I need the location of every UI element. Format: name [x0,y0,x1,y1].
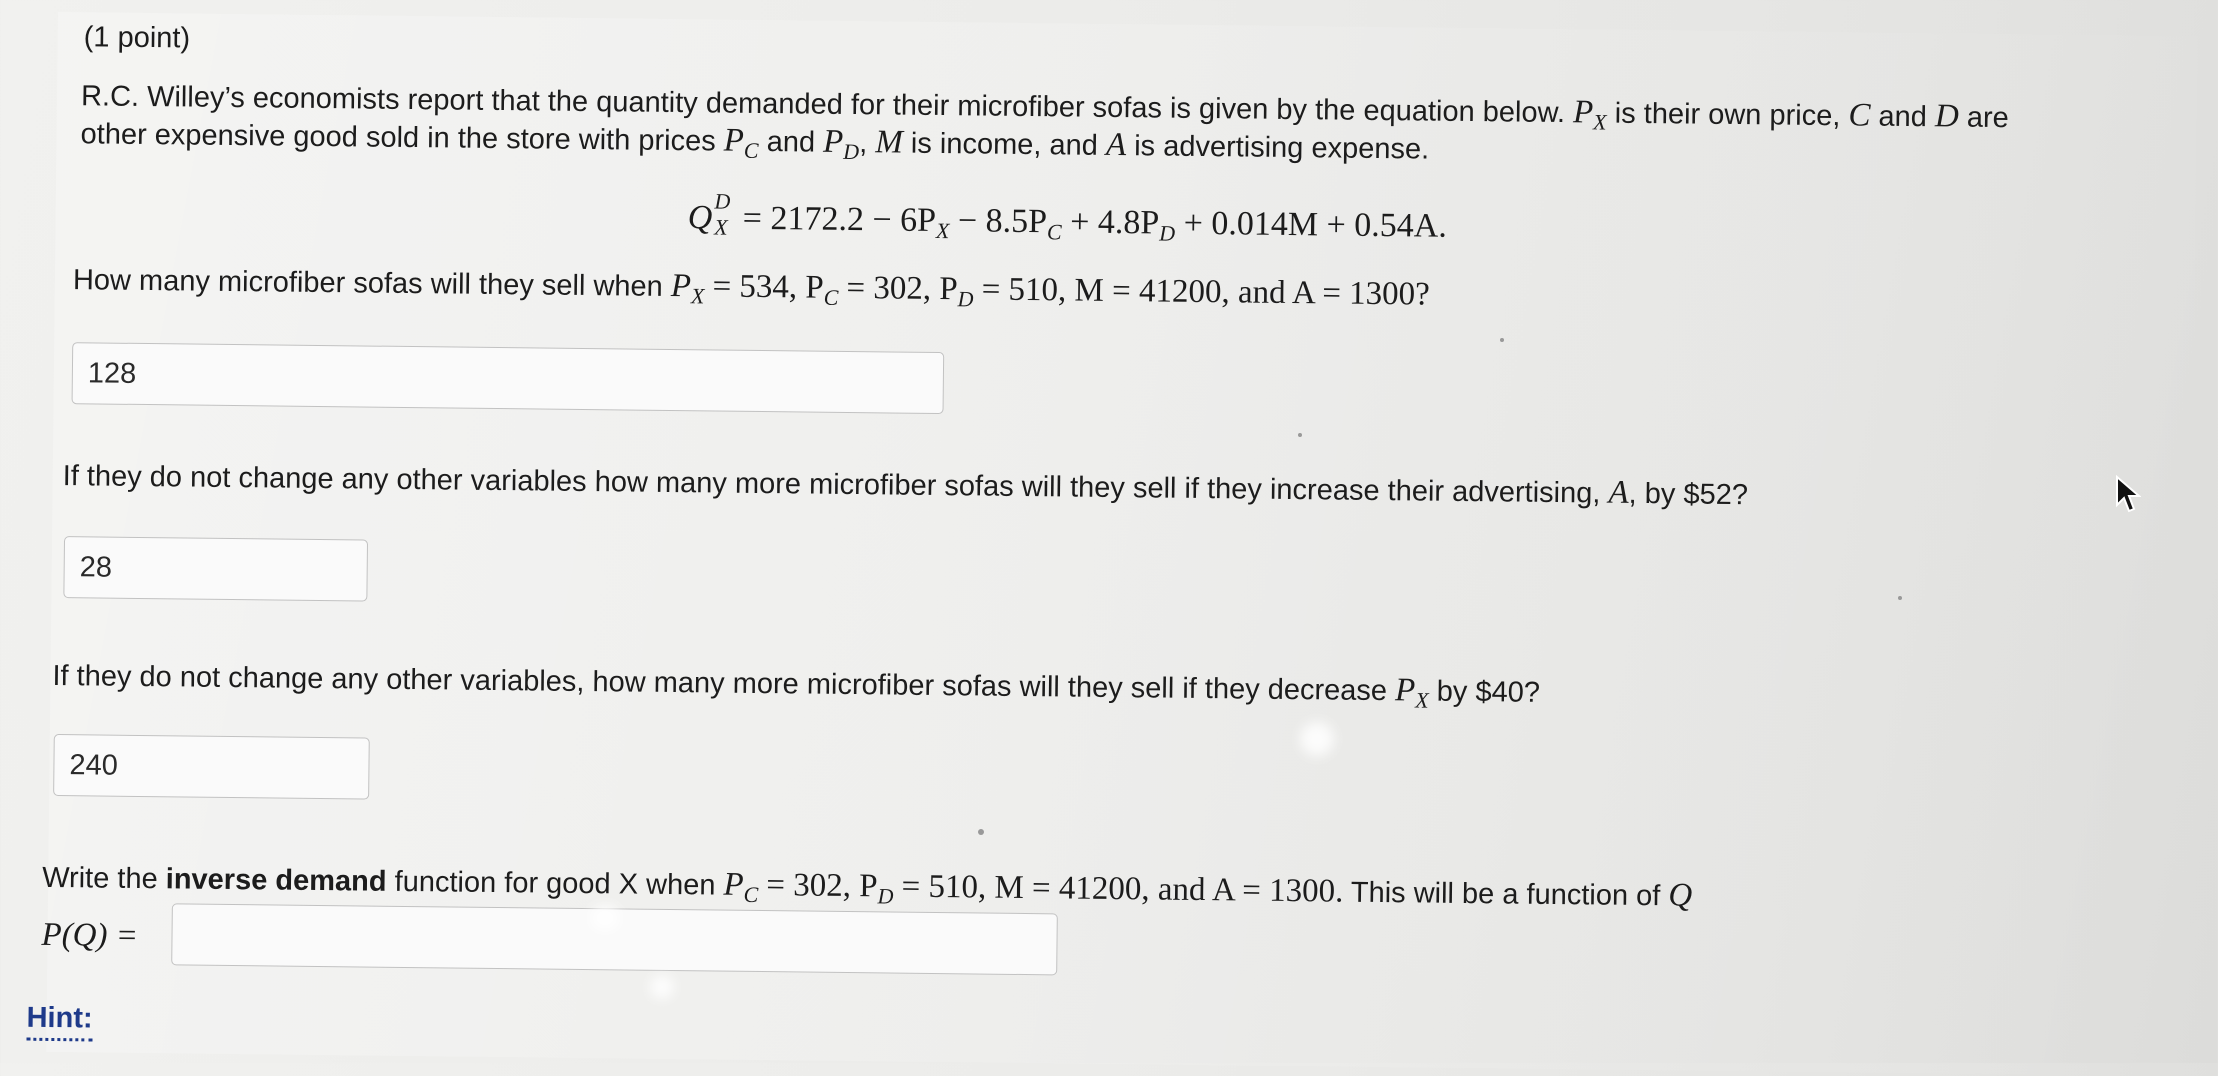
q4-math-1: = 302, P [766,867,878,905]
q4-text-after: function for good X when [394,865,716,902]
symbol-a: A [1608,474,1629,511]
eq-term-4: + 0.014M + 0.54A. [1183,204,1448,245]
inverse-demand-lhs: P(Q) = [41,916,139,954]
speck [1500,338,1504,342]
symbol-p: P [670,267,692,305]
eq-subscript-x: X [714,214,728,240]
subscript-c: C [823,284,839,310]
question-2 [63,458,1749,512]
subscript-d: D [957,286,974,312]
subscript-d: D [877,883,894,909]
symbol-d: D [1934,98,1960,135]
q4-text-before: Write the [41,861,158,896]
subscript-x: X [1415,687,1429,713]
q2-text-end: , by $52? [1628,477,1749,512]
intro-are: are [1966,101,2009,135]
q3-text: If they do not change any other variables, how many more microfiber sofas will they sell if they decrease [52,659,1388,708]
symbol-p: P [723,122,745,159]
points-label: (1 point) [83,21,191,55]
eq-superscript-d: D [714,188,731,214]
speck [1298,433,1302,437]
eq-rhs: = 2172.2 − 6P [742,199,937,239]
intro-income: is income, and [910,127,1099,162]
screen-glare [590,905,620,931]
intro-and: and [1878,100,1928,134]
intro-advertising: is advertising expense. [1133,130,1430,166]
subscript-c: C [743,881,759,907]
subscript-c: C [743,137,759,163]
symbol-c: C [1848,97,1871,134]
intro-and: and [766,126,816,159]
subscript-x: X [1592,109,1607,135]
q1-math-1: = 534, P [712,268,824,306]
symbol-p: P [723,866,744,903]
symbol-q: Q [1668,877,1693,914]
answer-field-1[interactable]: 128 [72,342,945,414]
q4-text-end: This will be a function of [1350,876,1661,913]
intro-own-price: is their own price, [1614,97,1841,133]
q3-text-end: by $40? [1436,675,1541,709]
q2-text: If they do not change any other variables how many more microfiber sofas will they sell if they increase their advertising, [62,460,1601,510]
hint-link[interactable]: Hint: [26,1002,92,1042]
q4-text-bold: inverse demand [165,863,387,898]
symbol-m: M [875,124,904,161]
intro-line2-text: other expensive good sold in the store with prices [80,118,716,158]
question-3 [52,658,1541,713]
symbol-p: P [1394,672,1416,709]
q1-text: How many microfiber sofas will they sell when [72,264,663,303]
screen-glare [1300,722,1334,756]
q1-math-3: = 510, M = 41200, and A = 1300? [981,271,1431,313]
intro-line-2: other expensive good sold in the store with prices $P_C$ and $P_D$, M is income, and A is advertising expense. [80,118,1430,166]
eq-subscript-x: X [935,217,950,244]
screen-glare [650,975,674,999]
subscript-x: X [690,283,705,309]
symbol-p: P [822,123,844,160]
mouse-pointer-icon [2113,475,2141,515]
eq-term-3: + 4.8P [1070,203,1160,242]
eq-term-2: − 8.5P [957,202,1048,241]
q1-math-2: = 302, P [846,269,958,308]
answer-field-3[interactable]: 240 [53,734,370,800]
answer-field-2[interactable]: 28 [63,536,368,601]
speck [1898,596,1902,600]
eq-lhs-q: Q [687,199,713,237]
eq-subscript-c: C [1046,219,1062,245]
subscript-d: D [843,138,860,165]
symbol-p: P [1572,94,1594,131]
q4-math-2: = 510, M = 41200, and A = 1300. [901,868,1344,910]
eq-subscript-d: D [1159,220,1176,246]
symbol-a: A [1105,126,1127,164]
problem-container [26,12,2198,1076]
demand-equation [687,188,1448,246]
question-1 [73,262,1430,312]
intro-text: R.C. Willey’s economists report that the quantity demanded for their microfiber sofas is given by the equation below. [80,80,1566,130]
speck [978,829,984,835]
